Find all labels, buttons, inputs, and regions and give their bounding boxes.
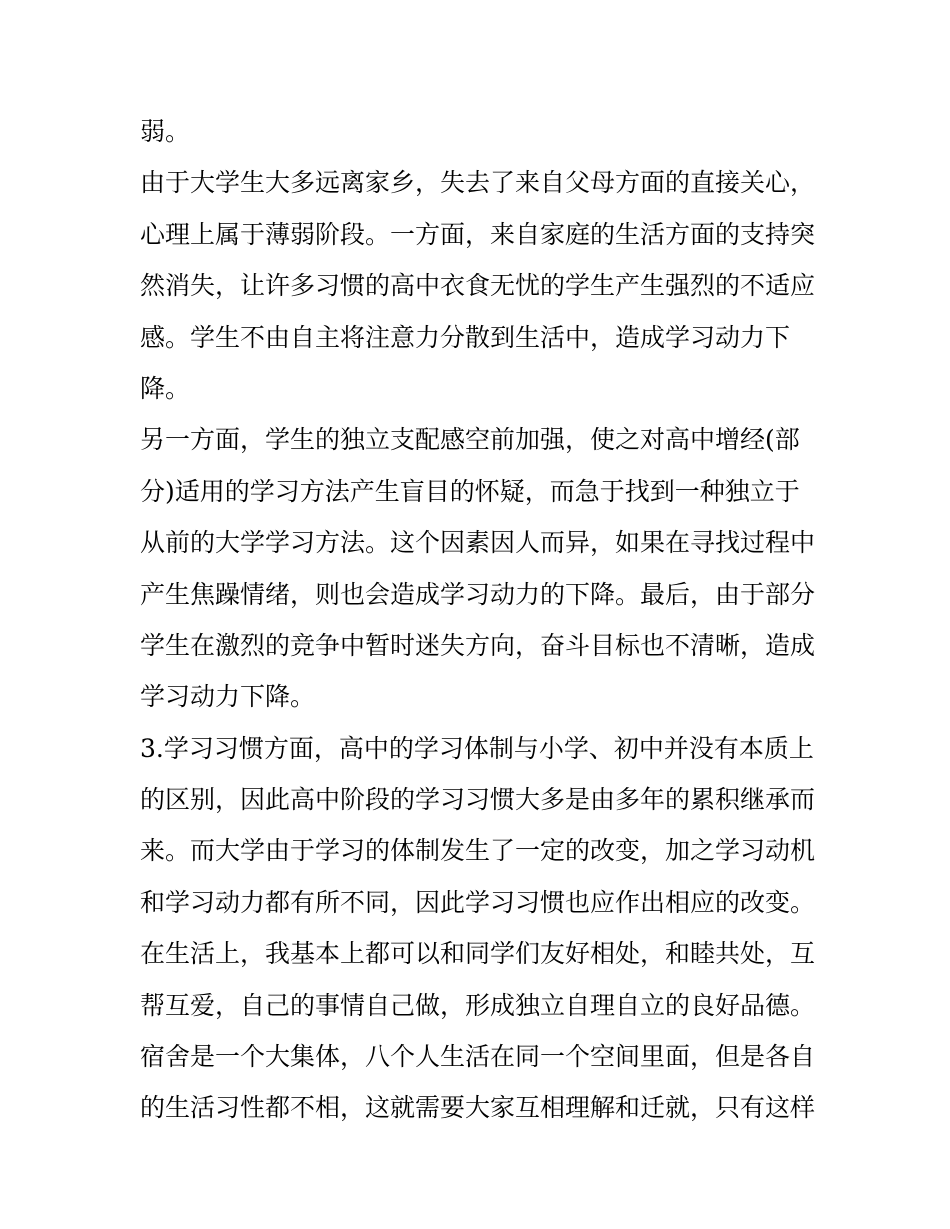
text-line: 然消失，让许多习惯的高中衣食无忧的学生产生强烈的不适应 bbox=[140, 271, 816, 301]
text-line: 的区别，因此高中阶段的学习习惯大多是由多年的累积继承而 bbox=[140, 785, 816, 815]
text-line: 在生活上，我基本上都可以和同学们友好相处，和睦共处，互 bbox=[140, 939, 816, 969]
text-line: 分)适用的学习方法产生盲目的怀疑，而急于找到一种独立于 bbox=[140, 476, 800, 506]
text-line: 另一方面，学生的独立支配感空前加强，使之对高中增经(部 bbox=[140, 425, 800, 455]
text-line: 弱。 bbox=[140, 117, 191, 146]
text-line: 来。而大学由于学习的体制发生了一定的改变，加之学习动机 bbox=[140, 836, 816, 866]
text-line: 学生在激烈的竞争中暂时迷失方向，奋斗目标也不清晰，造成 bbox=[140, 630, 816, 660]
text-line: 降。 bbox=[140, 373, 191, 403]
text-line: 3.学习习惯方面，高中的学习体制与小学、初中并没有本质上 bbox=[140, 733, 814, 763]
text-line: 的生活习性都不相，这就需要大家互相理解和迁就，只有这样 bbox=[140, 1093, 816, 1123]
text-line: 从前的大学学习方法。这个因素因人而异，如果在寻找过程中 bbox=[140, 528, 816, 558]
text-line: 宿舍是一个大集体，八个人生活在同一个空间里面，但是各自 bbox=[140, 1042, 816, 1072]
text-line: 和学习动力都有所不同，因此学习习惯也应作出相应的改变。 bbox=[140, 887, 816, 917]
text-line: 感。学生不由自主将注意力分散到生活中，造成学习动力下 bbox=[140, 322, 791, 352]
text-line: 学习动力下降。 bbox=[140, 682, 316, 712]
text-line: 心理上属于薄弱阶段。一方面，来自家庭的生活方面的支持突 bbox=[140, 219, 816, 249]
text-line: 由于大学生大多远离家乡，失去了来自父母方面的直接关心， bbox=[140, 168, 816, 198]
body-text bbox=[140, 106, 830, 1134]
text-line: 产生焦躁情绪，则也会造成学习动力的下降。最后，由于部分 bbox=[140, 579, 816, 609]
text-line: 帮互爱，自己的事情自己做，形成独立自理自立的良好品德。 bbox=[140, 990, 816, 1020]
